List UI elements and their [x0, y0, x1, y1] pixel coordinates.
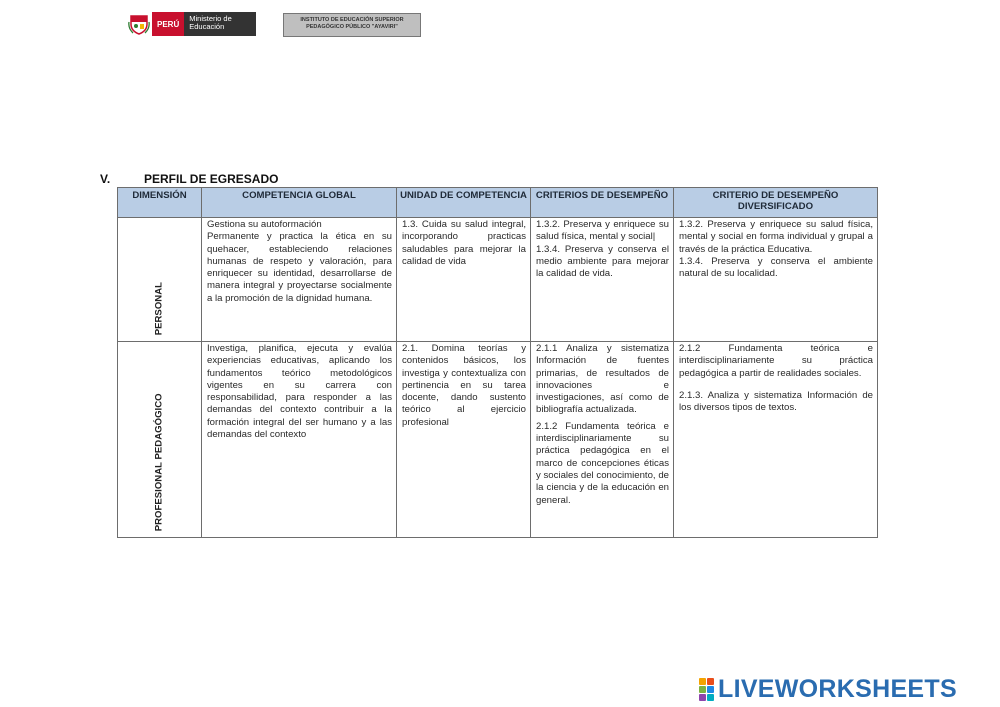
- cell-text: Permanente y practica la ética en su quehacer, estableciendo relaciones humanas de respeto y valoración, para enriquecer su identidad, desarrollarse de manera integral y proyectarse socialmente a la promoción de la dignidad humana.: [207, 231, 392, 304]
- unidad-cell: [397, 218, 531, 342]
- diversificado-cell: [674, 218, 878, 342]
- section-number: V.: [100, 172, 111, 186]
- peru-label: PERÚ: [152, 12, 184, 36]
- header-competencia-global: COMPETENCIA GLOBAL: [202, 188, 397, 218]
- cell-text: 2.1.1 Analiza y sistematiza Información de fuentes primarias, de resultados de innovaciones e investigaciones, así como de bibliografía actualizada.: [536, 343, 669, 416]
- dimension-label: PERSONAL: [153, 281, 165, 335]
- header-unidad-competencia: UNIDAD DE COMPETENCIA: [397, 188, 531, 218]
- section-title: PERFIL DE EGRESADO: [144, 172, 279, 186]
- cell-text: 1.3.4. Preserva y conserva el ambiente natural de su localidad.: [679, 255, 873, 280]
- section-heading: [100, 172, 278, 186]
- ministerio-label: Ministerio de Educación: [184, 12, 256, 36]
- cell-text: 1.3.4. Preserva y conserva el medio ambiente para mejorar la calidad de vida.: [536, 243, 669, 280]
- competencia-cell: [202, 342, 397, 538]
- cell-text: 1.3.2. Preserva y enriquece su salud física, mental y social en forma individual y grupal a través de la práctica Educativa.: [679, 219, 873, 255]
- table-row-personal: [118, 218, 878, 342]
- table-header-row: [118, 188, 878, 218]
- liveworksheets-logo-icon: [699, 678, 714, 701]
- table-row-profesional: [118, 342, 878, 538]
- cell-text: 2.1.2 Fundamenta teórica e interdisciplinariamente su práctica pedagógica a partir de realidades sociales.: [679, 343, 873, 379]
- dimension-cell: [118, 218, 202, 342]
- liveworksheets-wordmark: LIVEWORKSHEETS: [718, 675, 957, 703]
- diversificado-cell: [674, 342, 878, 538]
- dimension-label: PROFESIONAL PEDAGÓGICO: [153, 393, 165, 531]
- cell-text: 2.1.2 Fundamenta teórica e interdisciplinariamente su práctica pedagógica en el marco de concepciones éticas y sociales del conocimiento, de la ciencia y de la educación en general.: [536, 420, 669, 506]
- header-dimension: DIMENSIÓN: [118, 188, 202, 218]
- cell-text: Investiga, planifica, ejecuta y evalúa experiencias educativas, aplicando los fundamentos teórico metodológicos vigentes en su carrera con responsabilidad, para responder a las demandas del contexto contribuir a la formación integral del ser humano y a las demandas del contexto: [207, 343, 392, 441]
- ministerio-educacion-logo: [126, 12, 256, 36]
- cell-text: 1.3. Cuida su salud integral, incorporando practicas saludables para mejorar la calidad de vida: [402, 219, 526, 267]
- header-criterio-diversificado: CRITERIO DE DESEMPEÑO DIVERSIFICADO: [674, 188, 878, 218]
- criterios-cell: [531, 342, 674, 538]
- cell-text: 2.1. Domina teorías y contenidos básicos, los investiga y contextualiza con pertinencia en su tarea docente, dando sustento teórico al ejercicio profesional: [402, 343, 526, 428]
- cell-text: 1.3.2. Preserva y enriquece su salud física, mental y social|: [536, 219, 669, 243]
- peru-coat-of-arms-icon: [126, 12, 152, 36]
- institute-name-box: INSTITUTO DE EDUCACIÓN SUPERIOR PEDAGÓGICO PÚBLICO "AYAVIRI": [283, 13, 421, 37]
- cell-text: Gestiona su autoformación: [207, 219, 322, 230]
- criterios-cell: [531, 218, 674, 342]
- header-criterios-desempeno: CRITERIOS DE DESEMPEÑO: [531, 188, 674, 218]
- liveworksheets-brand: [699, 675, 957, 704]
- cell-text: 2.1.3. Analiza y sistematiza Información de los diversos tipos de textos.: [679, 389, 873, 414]
- unidad-cell: [397, 342, 531, 538]
- perfil-egresado-table: [117, 187, 878, 538]
- competencia-cell: [202, 218, 397, 342]
- dimension-cell: [118, 342, 202, 538]
